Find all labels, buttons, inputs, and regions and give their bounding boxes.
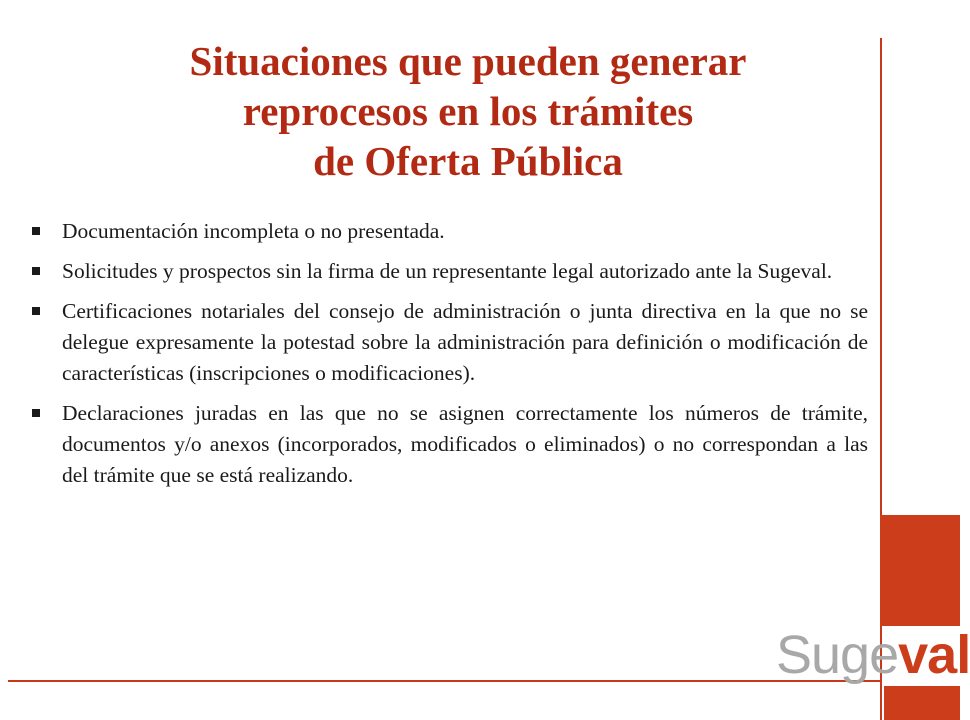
square-bullet-icon [32, 307, 40, 315]
bullet-text: Documentación incompleta o no presentada. [62, 219, 445, 243]
corner-accent-block [884, 686, 960, 720]
bullet-text: Certificaciones notariales del consejo de administración o junta directiva en la que no se delegue expresamente la potestad sobre la administración para definición o modificación de características (inscripciones o modificaciones). [62, 299, 868, 385]
bullet-text: Solicitudes y prospectos sin la firma de un representante legal autorizado ante la Sugeval. [62, 259, 833, 283]
right-accent-block [880, 515, 960, 626]
bullet-item [30, 296, 868, 389]
sugeval-logo [776, 624, 970, 686]
slide-title [60, 36, 876, 186]
bullet-list [30, 216, 868, 500]
square-bullet-icon [32, 227, 40, 235]
bullet-item [30, 256, 868, 287]
square-bullet-icon [32, 267, 40, 275]
bullet-item [30, 398, 868, 491]
title-line-1: Situaciones que pueden generar [189, 38, 747, 84]
bullet-item [30, 216, 868, 247]
title-line-3: de Oferta Pública [313, 138, 623, 184]
bullet-text: Declaraciones juradas en las que no se asignen correctamente los números de trámite, documentos y/o anexos (incorporados, modificados o eliminados) o no correspondan a las del trámite que se está realizando. [62, 401, 868, 487]
logo-text-val: val [898, 625, 970, 685]
square-bullet-icon [32, 409, 40, 417]
bottom-horizontal-rule [8, 680, 880, 682]
logo-text-suge: Suge [776, 625, 899, 685]
title-line-2: reprocesos en los trámites [242, 88, 694, 134]
